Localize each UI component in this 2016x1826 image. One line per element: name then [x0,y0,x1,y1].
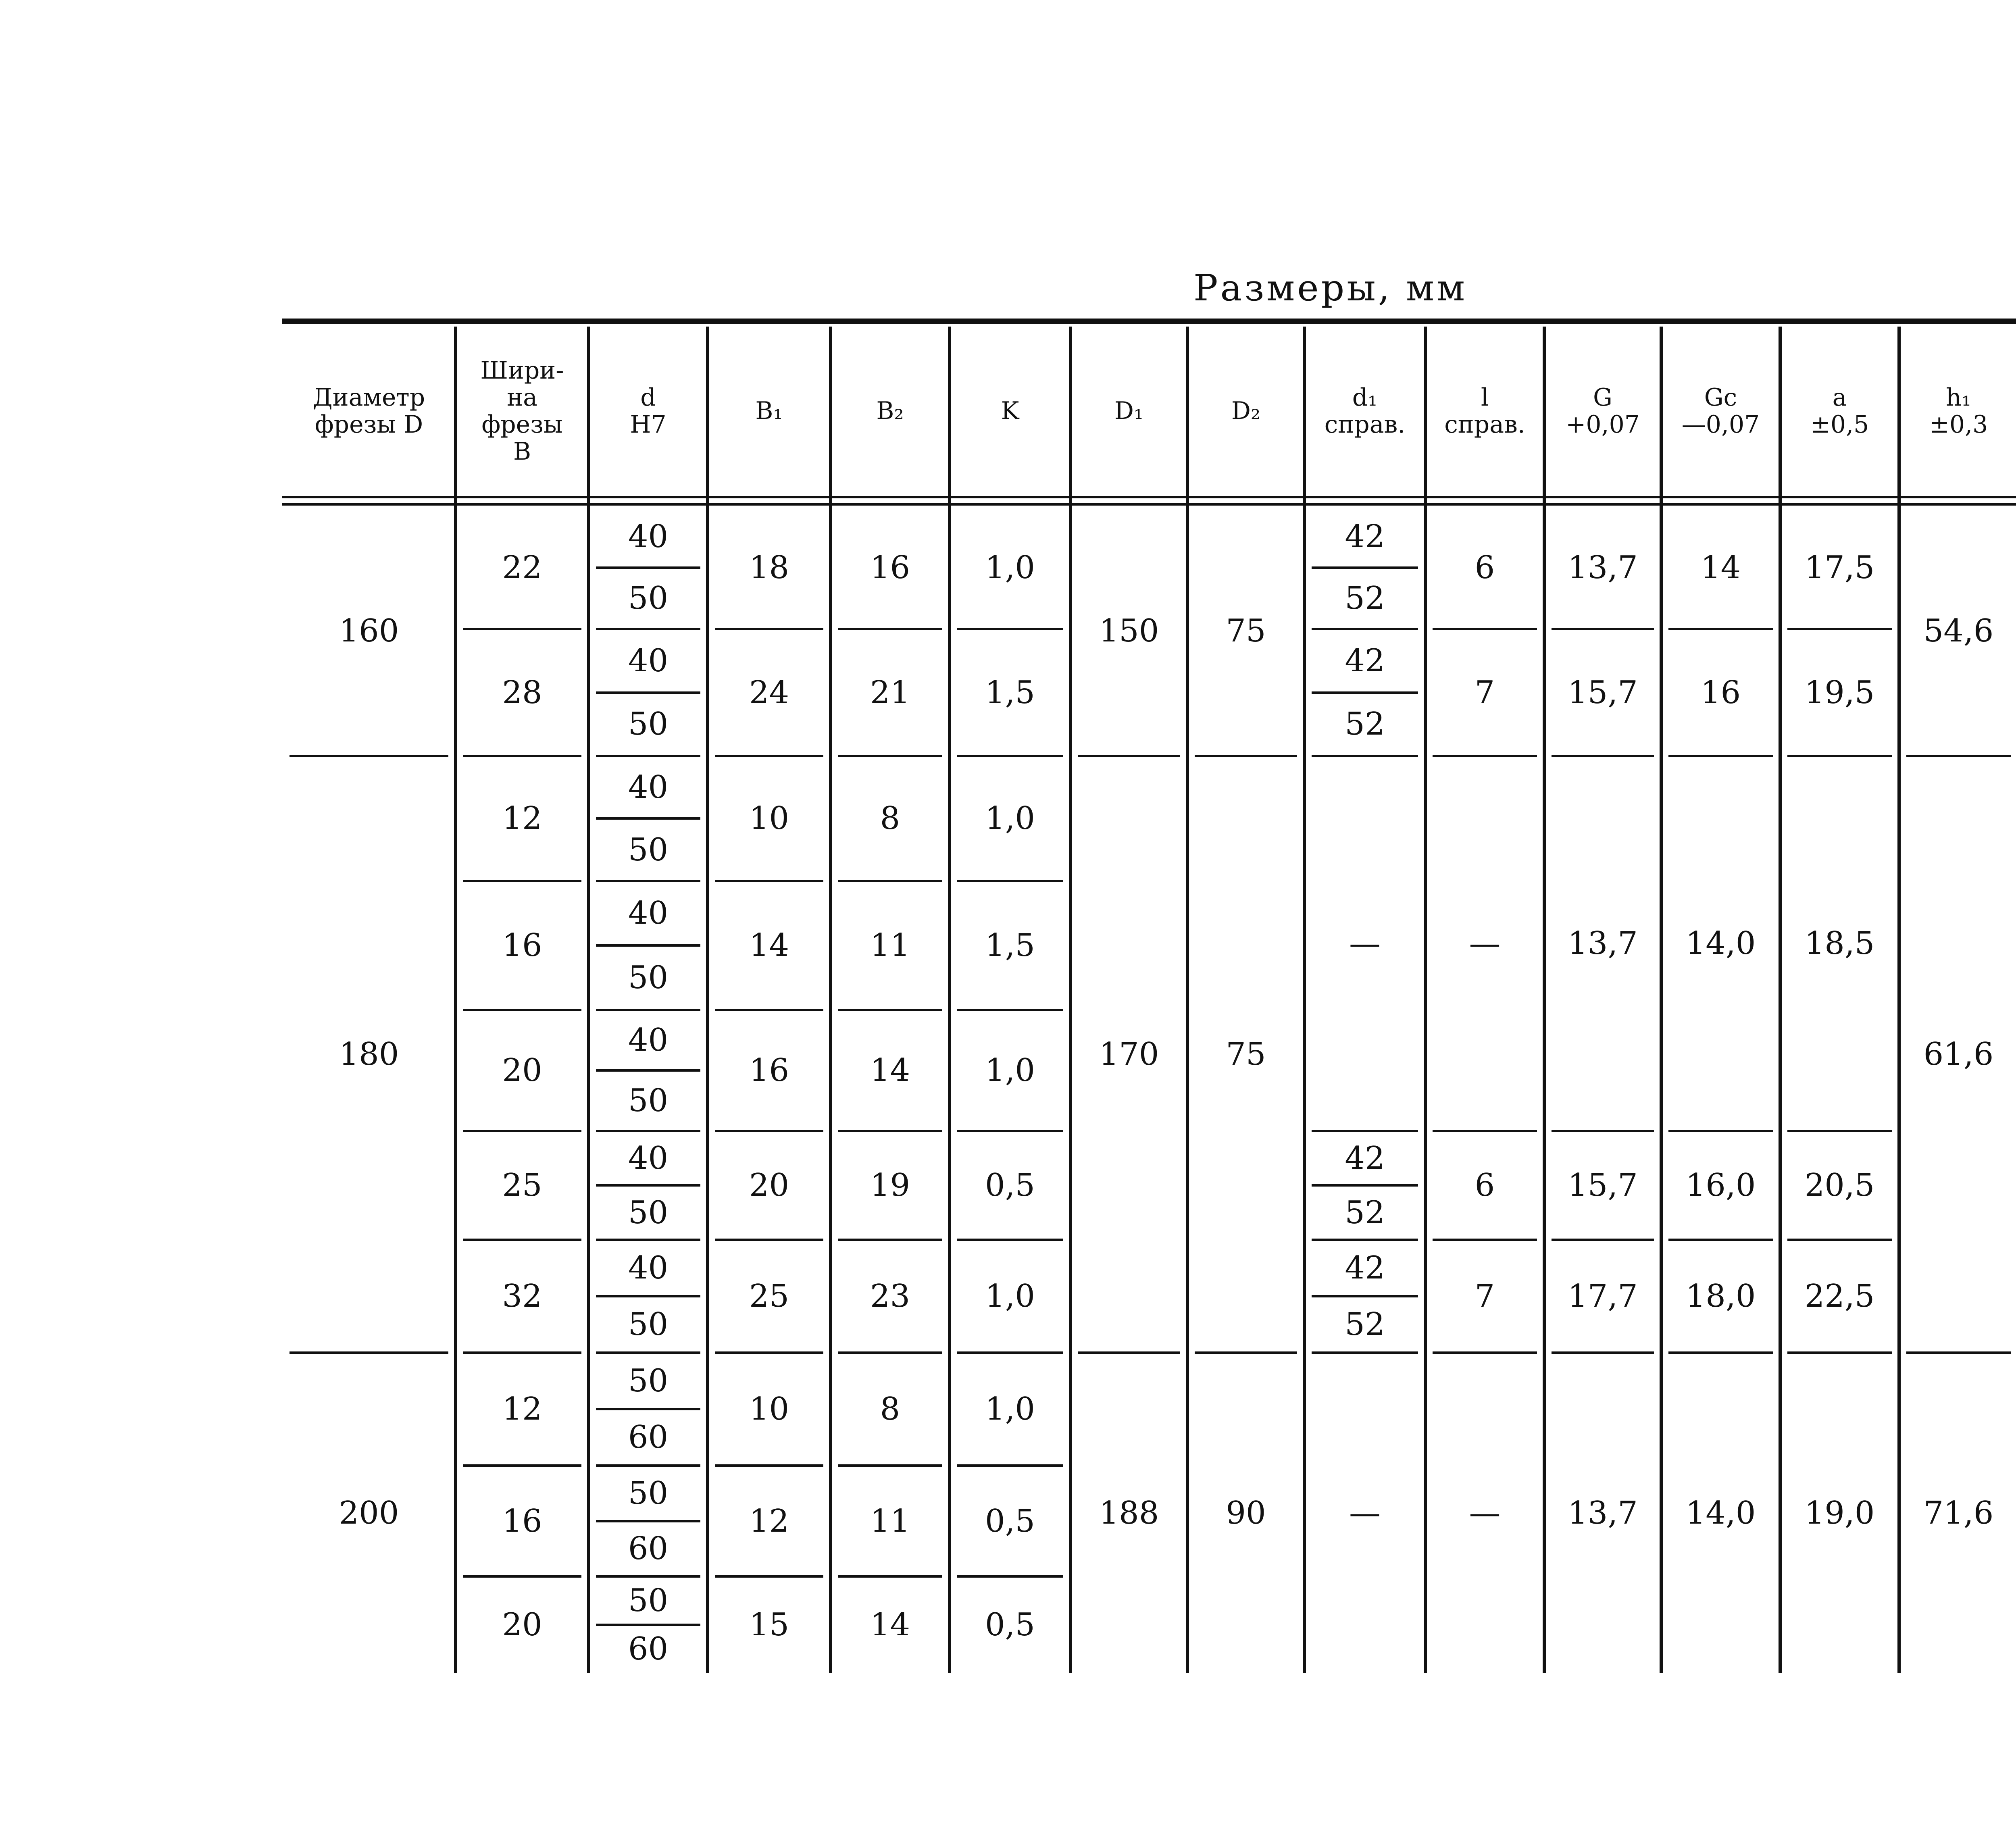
b2-value: 8 [880,1391,900,1427]
d-value-lower: 60 [628,1631,669,1667]
column-header-b2: B₂ [876,397,904,425]
b2-value: 11 [870,1503,910,1539]
fraction-divider [596,944,700,947]
a-value: 22,5 [1804,1278,1875,1314]
b2-value: 11 [870,927,910,964]
d-value-lower: 50 [628,1194,669,1231]
fraction-divider [1312,1184,1418,1187]
d-value: 180 [339,1036,399,1072]
d-value-lower: 50 [628,831,669,868]
b-value: 16 [502,927,542,964]
b1-value: 25 [749,1278,789,1314]
k-value: 0,5 [985,1607,1035,1643]
k-value: 0,5 [985,1503,1035,1539]
column-header-b1: B₁ [755,397,783,425]
fraction-divider [596,1624,700,1626]
b1-value: 10 [749,800,789,837]
d-value: 160 [339,613,399,649]
b2-value: 8 [880,800,900,837]
d-value-upper: 40 [628,518,669,555]
column-header-d2: D₂ [1231,397,1261,425]
d-value: 200 [339,1495,399,1531]
a-value: 18,5 [1804,925,1875,962]
g-value: 13,7 [1568,1495,1638,1531]
h1-value: 54,6 [1923,613,1994,649]
column-header-l: l справ. [1444,383,1525,439]
fraction-divider [1312,691,1418,694]
l-value: 7 [1475,674,1495,711]
b1-value: 16 [749,1052,789,1089]
d-value-upper: 40 [628,1250,669,1286]
b1-value: 15 [749,1607,789,1643]
b1-value: 20 [749,1167,789,1203]
d-value-lower: 50 [628,1083,669,1119]
g-value: 15,7 [1568,1167,1638,1203]
column-header-k: K [1001,397,1019,425]
column-header-g: G +0,07 [1566,383,1640,439]
fraction-divider [596,817,700,820]
b1-value: 12 [749,1503,789,1539]
d1-value-lower: 52 [1345,1194,1385,1231]
column-header-d1: D₁ [1114,397,1144,425]
d-value-lower: 60 [628,1530,669,1567]
d1-value: 170 [1099,1036,1159,1072]
fraction-divider [596,1069,700,1072]
b-value: 25 [502,1167,542,1203]
b-value: 22 [502,549,542,586]
fraction-divider [596,1408,700,1410]
d1-value-lower: 52 [1345,706,1385,743]
d-value-lower: 50 [628,580,669,616]
column-header-h1: h₁ ±0,3 [1929,383,1988,439]
d2-value: 75 [1226,1036,1266,1072]
d1-value-upper: 42 [1345,1140,1385,1176]
d1-value: — [1349,1495,1381,1531]
d2-value: 75 [1226,613,1266,649]
column-header-gc: Gc —0,07 [1681,383,1760,439]
column-header-d1: d₁ справ. [1324,383,1406,439]
d-value-upper: 40 [628,769,669,806]
k-value: 1,5 [985,927,1035,964]
g-value: 17,7 [1568,1278,1638,1314]
d1-value-upper: 42 [1345,642,1385,679]
d1-value-lower: 52 [1345,580,1385,616]
b1-value: 14 [749,927,789,964]
k-value: 1,5 [985,674,1035,711]
b-value: 12 [502,800,542,837]
k-value: 1,0 [985,549,1035,586]
d-value-upper: 50 [628,1582,669,1619]
b-value: 16 [502,1503,542,1539]
fraction-divider [596,566,700,569]
b2-value: 16 [870,549,910,586]
l-value: 6 [1475,1167,1495,1203]
b-value: 20 [502,1052,542,1089]
k-value: 0,5 [985,1167,1035,1203]
l-value: — [1469,1495,1501,1531]
column-header-a: a ±0,5 [1810,383,1869,439]
b-value: 28 [502,674,542,711]
fraction-divider [1312,1295,1418,1297]
a-value: 20,5 [1804,1167,1875,1203]
d1-value-upper: 42 [1345,518,1385,555]
d-value-upper: 40 [628,895,669,931]
fraction-divider [596,691,700,694]
b1-value: 18 [749,549,789,586]
d-value-lower: 60 [628,1419,669,1455]
a-value: 19,0 [1804,1495,1875,1531]
k-value: 1,0 [985,1391,1035,1427]
d1-value-lower: 52 [1345,1306,1385,1343]
gc-value: 14,0 [1685,1495,1756,1531]
d1-value: — [1349,925,1381,962]
l-value: — [1469,925,1501,962]
b2-value: 14 [870,1052,910,1089]
a-value: 19,5 [1804,674,1875,711]
d2-value: 90 [1226,1495,1266,1531]
a-value: 17,5 [1804,549,1875,586]
d1-value-upper: 42 [1345,1250,1385,1286]
d-value-lower: 50 [628,706,669,743]
gc-value: 14 [1700,549,1741,586]
fraction-divider [596,1184,700,1187]
d-value-upper: 50 [628,1475,669,1512]
b1-value: 10 [749,1391,789,1427]
l-value: 7 [1475,1278,1495,1314]
table-top-rule [282,319,2016,324]
column-header-d: d H7 [630,383,666,439]
fraction-divider [596,1520,700,1522]
g-value: 13,7 [1568,549,1638,586]
h1-value: 71,6 [1923,1495,1994,1531]
fraction-divider [596,1295,700,1297]
l-value: 6 [1475,549,1495,586]
column-header-d: Диаметр фрезы D [312,383,425,439]
gc-value: 14,0 [1685,925,1756,962]
d-value-upper: 40 [628,642,669,679]
b-value: 32 [502,1278,542,1314]
gc-value: 16 [1700,674,1741,711]
b-value: 20 [502,1607,542,1643]
column-header-b: Шири- на фрезы B [480,356,564,466]
h1-value: 61,6 [1923,1036,1994,1072]
gc-value: 18,0 [1685,1278,1756,1314]
b2-value: 23 [870,1278,910,1314]
b-value: 12 [502,1391,542,1427]
b2-value: 14 [870,1607,910,1643]
b1-value: 24 [749,674,789,711]
gc-value: 16,0 [1685,1167,1756,1203]
d-value-upper: 50 [628,1363,669,1399]
header-rule [282,496,2016,498]
fraction-divider [1312,566,1418,569]
header-rule-double [282,503,2016,506]
k-value: 1,0 [985,1278,1035,1314]
g-value: 13,7 [1568,925,1638,962]
b2-value: 21 [870,674,910,711]
d-value-upper: 40 [628,1022,669,1058]
d1-value: 188 [1099,1495,1159,1531]
k-value: 1,0 [985,800,1035,837]
d-value-lower: 50 [628,960,669,996]
d-value-upper: 40 [628,1140,669,1176]
g-value: 15,7 [1568,674,1638,711]
b2-value: 19 [870,1167,910,1203]
dimensions-caption: Размеры, мм [1193,267,1468,309]
d-value-lower: 50 [628,1306,669,1343]
k-value: 1,0 [985,1052,1035,1089]
d1-value: 150 [1099,613,1159,649]
